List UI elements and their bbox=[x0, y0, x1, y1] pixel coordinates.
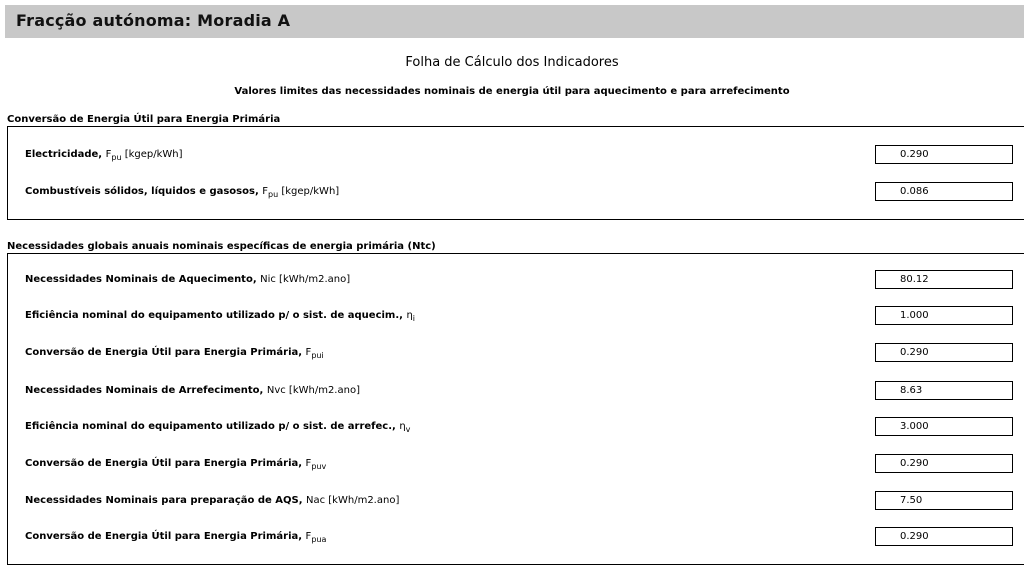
row-label-fpua: Conversão de Energia Útil para Energia Primária, $F_{pua}$ bbox=[25, 531, 327, 544]
cooling-efficiency-input[interactable]: 3.000 bbox=[875, 417, 1013, 436]
fraction-title-bar bbox=[5, 5, 1024, 38]
row-label-nac: Necessidades Nominais para preparação de AQS, Nac [kWh/m2.ano] bbox=[25, 495, 400, 506]
nac-input[interactable]: 7.50 bbox=[875, 491, 1013, 510]
section-ntc-title: Necessidades globais anuais nominais específicas de energia primária (Ntc) bbox=[7, 241, 436, 252]
nic-input[interactable]: 80.12 bbox=[875, 270, 1013, 289]
section-ntc-box bbox=[7, 253, 1024, 565]
fraction-title: Fracção autónoma: Moradia A bbox=[16, 11, 291, 30]
row-label-nvc: Necessidades Nominais de Arrefecimento, Nvc [kWh/m2.ano] bbox=[25, 385, 360, 396]
row-label-fpuv: Conversão de Energia Útil para Energia Primária, $F_{puv}$ bbox=[25, 458, 327, 471]
row-label-electricity: Electricidade, $F_{pu}$ [kgep/kWh] bbox=[25, 149, 183, 162]
fuels-fpu-input[interactable]: 0.086 bbox=[875, 182, 1013, 201]
fpui-input[interactable]: 0.290 bbox=[875, 343, 1013, 362]
section-conversion-box bbox=[7, 126, 1024, 220]
row-label-fuels: Combustíveis sólidos, líquidos e gasosos, $F_{pu}$ [kgep/kWh] bbox=[25, 186, 340, 199]
row-label-heating-efficiency: Eficiência nominal do equipamento utilizado p/ o sist. de aquecim., $\eta_i$ bbox=[25, 310, 416, 323]
heating-efficiency-input[interactable]: 1.000 bbox=[875, 306, 1013, 325]
fpua-input[interactable]: 0.290 bbox=[875, 527, 1013, 546]
sheet-subheading: Valores limites das necessidades nominais de energia útil para aquecimento e para arrefecimento bbox=[234, 86, 790, 97]
sheet-heading: Folha de Cálculo dos Indicadores bbox=[405, 55, 619, 70]
row-label-nic: Necessidades Nominais de Aquecimento, Nic [kWh/m2.ano] bbox=[25, 274, 351, 285]
fpuv-input[interactable]: 0.290 bbox=[875, 454, 1013, 473]
row-label-fpui: Conversão de Energia Útil para Energia Primária, $F_{pui}$ bbox=[25, 347, 324, 360]
section-conversion-title: Conversão de Energia Útil para Energia Primária bbox=[7, 114, 281, 125]
nvc-input[interactable]: 8.63 bbox=[875, 381, 1013, 400]
row-label-cooling-efficiency: Eficiência nominal do equipamento utilizado p/ o sist. de arrefec., $\eta_v$ bbox=[25, 421, 411, 434]
electricity-fpu-input[interactable]: 0.290 bbox=[875, 145, 1013, 164]
